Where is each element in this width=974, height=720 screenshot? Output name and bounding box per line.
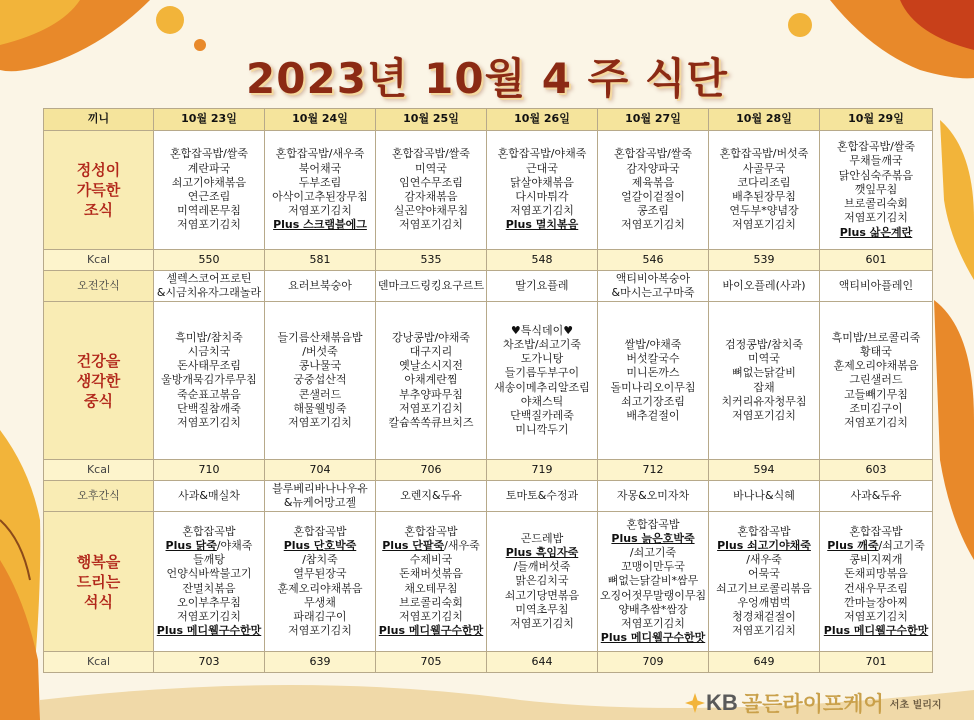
menu-item: 혼합잡곡밥/새우죽 (275, 147, 365, 161)
menu-item: 혼합잡곡밥/버섯죽 (719, 147, 809, 161)
snack-item: 덴마크드링킹요구르트 (377, 278, 485, 292)
breakfast-label (44, 131, 154, 250)
kcal-value: 550 (154, 250, 265, 271)
day-header: 10월 25일 (376, 109, 487, 131)
lunch-label (44, 302, 154, 460)
label-line: 드리는 (76, 572, 121, 591)
snack-item: 액티비아플레인 (838, 278, 914, 292)
plus-menu-item (598, 532, 708, 546)
menu-cell (709, 512, 820, 652)
menu-item: 저염포기김치 (177, 218, 241, 232)
snack-cell (820, 271, 933, 302)
menu-item: 도가니탕 (520, 352, 564, 366)
plus-label: Plus 쇠고기야채죽 (717, 538, 811, 552)
menu-item: 두부조림 (298, 175, 342, 189)
snack-item: &시금치유자그래놀라 (156, 286, 262, 299)
snack-cell (598, 271, 709, 302)
menu-item: 감자양파국 (626, 161, 680, 175)
day-header: 10월 23일 (154, 109, 265, 131)
snack-item: &뉴케어망고젤 (283, 496, 357, 509)
menu-cell (265, 131, 376, 250)
kcal-value: 535 (376, 250, 487, 271)
menu-item: 조미김구이 (849, 401, 903, 415)
kcal-value: 644 (487, 652, 598, 673)
snack-cell (154, 481, 265, 512)
plus-label: Plus 삶은계란 (839, 225, 913, 239)
menu-item: 돈채버섯볶음 (399, 567, 463, 581)
menu-item: 맑은김치국 (515, 574, 569, 588)
menu-item: 저염포기김치 (844, 609, 908, 623)
menu-item: 잔멸치볶음 (182, 581, 236, 595)
menu-item: 청경채겉절이 (732, 609, 796, 623)
menu-item: /쇠고기죽 (629, 545, 677, 559)
label-line: 정성이 (76, 161, 121, 179)
menu-item: 들깨탕 (193, 553, 225, 567)
brand-kb: KB (706, 690, 738, 715)
snack-cell (820, 481, 933, 512)
plus-label: Plus 닭죽 (165, 538, 217, 552)
menu-cell (598, 131, 709, 250)
plus-menu-item (376, 624, 486, 638)
menu-cell (598, 512, 709, 652)
menu-item: 채오테무침 (404, 581, 458, 595)
kcal-value: 710 (154, 460, 265, 481)
menu-item: 부추양파무침 (399, 387, 463, 401)
snack-cell (487, 271, 598, 302)
lunch-row (44, 302, 933, 460)
am-snack-row (44, 271, 933, 302)
menu-item: 쇠고기장조림 (621, 394, 685, 408)
plus-menu-item (265, 218, 375, 232)
menu-item: 흑미밥/브로콜리죽 (831, 330, 921, 344)
kcal-value: 712 (598, 460, 709, 481)
menu-item: 혼합잡곡밥 (182, 524, 236, 538)
snack-item: 요러브북숭아 (288, 278, 352, 292)
menu-item: 훈제오리야채볶음 (277, 581, 363, 595)
plus-label: Plus 흑임자죽 (505, 545, 579, 559)
plus-menu-item (598, 631, 708, 645)
menu-item: 해물웰빙죽 (293, 401, 347, 415)
menu-cell (820, 512, 933, 652)
breakfast-kcal-row (44, 250, 933, 271)
menu-item: 저염포기김치 (399, 401, 463, 415)
menu-item: 고들빼기무침 (844, 387, 908, 401)
kcal-value: 639 (265, 652, 376, 673)
kcal-value: 709 (598, 652, 709, 673)
menu-item: 북어채국 (298, 161, 342, 175)
label-line: 조식 (84, 201, 113, 219)
menu-cell (154, 302, 265, 460)
snack-item: 블루베리바나나우유 (272, 481, 368, 495)
kcal-value: 701 (820, 652, 933, 673)
menu-item: 계란파국 (187, 161, 231, 175)
snack-item: 바나나&식혜 (733, 488, 795, 502)
label-line: 중식 (84, 391, 113, 410)
menu-item: 대구지리 (409, 344, 453, 358)
plus-label: Plus 단팥죽 (382, 538, 445, 552)
star-icon (684, 692, 706, 714)
menu-item: 시금치국 (187, 344, 231, 358)
menu-item: 저염포기김치 (288, 416, 352, 429)
menu-item: 어묵국 (748, 567, 780, 581)
menu-item: 배추겉절이 (626, 408, 680, 422)
plus-menu-item (820, 624, 932, 638)
kcal-label: Kcal (44, 652, 154, 673)
kcal-value: 603 (820, 460, 933, 481)
plus-menu-item (709, 539, 819, 553)
menu-item: 연두부*양념장 (729, 204, 799, 218)
menu-item: 콩조림 (637, 204, 669, 218)
menu-item: 검정콩밥/참치죽 (724, 337, 804, 351)
menu-item: 훈제오리야채볶음 (833, 359, 919, 373)
header-row (44, 109, 933, 131)
menu-item: 쇠고기야채볶음 (171, 175, 247, 189)
breakfast-row (44, 131, 933, 250)
menu-item: 무채들깨국 (849, 154, 903, 168)
menu-item: 브로콜리숙회 (844, 197, 908, 211)
menu-item: 야채스틱 (520, 394, 564, 408)
menu-item: 저염포기김치 (177, 416, 241, 429)
menu-item: 미역국 (415, 161, 447, 175)
snack-item: 액티비아복숭아 (615, 271, 691, 285)
menu-item: 단백질참깨죽 (177, 401, 241, 415)
menu-item: 미역레몬무침 (177, 204, 241, 218)
menu-item: 저염포기김치 (288, 204, 352, 218)
menu-item: 콩비지찌개 (849, 553, 903, 567)
menu-item: 건새우무조림 (844, 581, 908, 595)
menu-item: 혼합잡곡밥 (293, 524, 347, 538)
snack-item: 오렌지&두유 (400, 488, 462, 502)
label-line: 석식 (84, 592, 113, 611)
snack-item: &마시는고구마죽 (611, 286, 695, 299)
plus-menu-item (154, 624, 264, 638)
menu-cell (487, 302, 598, 460)
menu-item: 아채계란찜 (404, 373, 458, 387)
snack-item: 토마토&수정과 (505, 488, 579, 502)
menu-item: /새우죽 (746, 553, 782, 567)
menu-item: 제육볶음 (631, 175, 675, 189)
day-header: 10월 29일 (820, 109, 933, 131)
menu-cell (487, 131, 598, 250)
menu-cell (154, 512, 265, 652)
brand-logo (684, 690, 942, 716)
menu-item: 곤드레밥 (520, 531, 564, 545)
menu-cell (820, 302, 933, 460)
snack-item: 딸기요플레 (515, 278, 569, 292)
menu-item: 울방개묵김가루무침 (161, 373, 257, 387)
kcal-value: 703 (154, 652, 265, 673)
plus-menu-item (487, 218, 597, 232)
menu-item: 미니깍두기 (515, 423, 569, 437)
menu-item: 미니돈까스 (626, 366, 680, 380)
dinner-row (44, 512, 933, 652)
menu-item: 오징어젓무말랭이무침 (599, 588, 707, 602)
menu-item: 아삭이고추된장무침 (272, 190, 368, 203)
lunch-kcal-row (44, 460, 933, 481)
menu-cell (709, 131, 820, 250)
snack-cell (709, 271, 820, 302)
am-snack-label: 오전간식 (44, 271, 154, 302)
menu-item: 저염포기김치 (510, 617, 574, 630)
menu-item: 열무된장국 (293, 567, 347, 581)
menu-cell (265, 302, 376, 460)
menu-item: 임연수무조림 (399, 175, 463, 189)
menu-item-rest: /쇠고기죽 (878, 538, 925, 552)
menu-item: 죽순표고볶음 (177, 387, 241, 401)
menu-item: 실곤약야채무침 (393, 204, 469, 218)
menu-item: 저염포기김치 (288, 624, 352, 638)
menu-item: 근대국 (526, 161, 558, 175)
menu-item: 저염포기김치 (732, 218, 796, 232)
menu-item: 연근조림 (187, 190, 231, 203)
kcal-value: 706 (376, 460, 487, 481)
menu-item: 새송이메추리알조림 (494, 380, 590, 394)
plus-label: Plus 메디웰구수한맛 (600, 631, 706, 645)
plus-menu-item (487, 546, 597, 560)
kcal-value: 539 (709, 250, 820, 271)
menu-item: 혼합잡곡밥/야채죽 (497, 147, 587, 161)
menu-item: 수제비국 (409, 553, 453, 567)
menu-item: 그린샐러드 (849, 373, 903, 387)
menu-cell (820, 131, 933, 250)
plus-menu-item (154, 539, 264, 553)
brand-sub: 서초 빌리지 (889, 699, 942, 711)
snack-item: 바이오플레(사과) (722, 278, 806, 292)
pm-snack-row (44, 481, 933, 512)
snack-cell (376, 481, 487, 512)
plus-menu-item (820, 226, 932, 240)
menu-item: 얼갈이겉절이 (621, 190, 685, 203)
menu-item: 혼합잡곡밥/쌀죽 (836, 140, 916, 154)
menu-item: 혼합잡곡밥/쌀죽 (391, 147, 471, 161)
menu-item: 쌀밥/야채죽 (624, 337, 682, 351)
menu-item: 저염포기김치 (399, 218, 463, 232)
menu-item: 흑미밥/참치죽 (175, 330, 243, 344)
menu-item: 잡채 (753, 380, 775, 394)
brand-name: 골든라이프케어 (741, 692, 884, 716)
menu-item: 깻잎무침 (854, 182, 898, 196)
menu-cell (154, 131, 265, 250)
menu-item: 배추된장무침 (732, 190, 796, 203)
menu-item: 들기름산채볶음밥 (277, 330, 363, 344)
snack-cell (265, 481, 376, 512)
menu-item: 뼈없는닭갈비*쌈무 (607, 574, 699, 588)
menu-item: 언양식바싹불고기 (166, 567, 252, 581)
plus-label: Plus 멸치볶음 (505, 218, 579, 232)
snack-cell (376, 271, 487, 302)
menu-item: 저염포기김치 (621, 617, 685, 630)
pm-snack-label: 오후간식 (44, 481, 154, 512)
kcal-label: Kcal (44, 460, 154, 481)
menu-item: 우엉깨범벅 (737, 595, 791, 609)
menu-item: /참치죽 (302, 553, 338, 567)
kcal-value: 594 (709, 460, 820, 481)
plus-label: Plus 메디웰구수한맛 (823, 624, 929, 638)
menu-item: 양배추쌈*쌈장 (618, 602, 688, 616)
day-header: 10월 24일 (265, 109, 376, 131)
menu-cell (487, 512, 598, 652)
kcal-value: 581 (265, 250, 376, 271)
menu-item: 혼합잡곡밥 (849, 524, 903, 538)
kcal-value: 548 (487, 250, 598, 271)
snack-cell (709, 481, 820, 512)
menu-item: 쇠고기브로콜리볶음 (716, 581, 812, 595)
snack-item: 자몽&오미자차 (616, 488, 690, 502)
menu-item: 혼합잡곡밥 (626, 517, 680, 531)
menu-item: 미역국 (748, 352, 780, 366)
plus-menu-item (820, 539, 932, 553)
kcal-value: 601 (820, 250, 933, 271)
kcal-value: 705 (376, 652, 487, 673)
menu-item: 깐마늘장아찌 (844, 595, 908, 609)
menu-item: 저염포기김치 (399, 609, 463, 623)
menu-item: 다시마튀각 (515, 190, 569, 203)
plus-menu-item (265, 539, 375, 553)
menu-item: 닭안심숙주볶음 (838, 168, 914, 182)
menu-item: 황태국 (860, 344, 892, 358)
menu-item: 혼합잡곡밥 (737, 524, 791, 538)
menu-item: 사골무국 (742, 161, 786, 175)
day-header: 10월 26일 (487, 109, 598, 131)
menu-item: /버섯죽 (302, 344, 338, 358)
menu-cell (709, 302, 820, 460)
menu-item: 무생채 (304, 595, 336, 609)
corner-header: 끼니 (44, 109, 154, 131)
label-line: 행복을 (76, 552, 121, 571)
kcal-label: Kcal (44, 250, 154, 271)
menu-item-rest: /야채죽 (216, 538, 253, 552)
kcal-value: 649 (709, 652, 820, 673)
plus-label: Plus 스크램블에그 (273, 218, 367, 232)
menu-cell (376, 131, 487, 250)
menu-item: 뼈없는닭갈비 (732, 366, 796, 380)
menu-item: 콩나물국 (298, 359, 342, 373)
menu-cell (265, 512, 376, 652)
snack-item: 사과&매실차 (178, 488, 240, 502)
menu-item: 차조밥/쇠고기죽 (502, 337, 582, 351)
menu-item: 쇠고기당면볶음 (504, 588, 580, 602)
kcal-value: 704 (265, 460, 376, 481)
menu-item: 닭살야채볶음 (510, 175, 574, 189)
menu-item: ♥특식데이♥ (510, 323, 574, 337)
menu-cell (376, 302, 487, 460)
kcal-value: 546 (598, 250, 709, 271)
page-title: 2023년 10월 4 주 식단 (246, 54, 728, 103)
menu-item: 감자채볶음 (404, 190, 458, 203)
plus-menu-item (376, 539, 486, 553)
menu-item: 들기름두부구이 (504, 366, 580, 380)
menu-item: 버섯칼국수 (626, 352, 680, 366)
menu-item: 혼합잡곡밥 (404, 524, 458, 538)
plus-label: Plus 메디웰구수한맛 (156, 624, 262, 638)
menu-cell (376, 512, 487, 652)
menu-item: 치커리유자청무침 (721, 394, 807, 408)
menu-item: 옛날소시지전 (399, 359, 463, 373)
menu-item: 저염포기김치 (844, 416, 908, 429)
plus-label: Plus 깨죽 (827, 538, 879, 552)
menu-item: 혼합잡곡밥/쌀죽 (169, 147, 249, 161)
menu-item: 저염포기김치 (732, 624, 796, 638)
snack-item: 셀렉스코어프로틴 (166, 271, 252, 285)
menu-item: 코다리조림 (737, 175, 791, 189)
label-line: 건강을 (76, 351, 121, 370)
menu-item: 오이부추무침 (177, 595, 241, 609)
snack-cell (487, 481, 598, 512)
snack-cell (598, 481, 709, 512)
menu-item: 콘샐러드 (298, 387, 342, 401)
menu-item: 궁중섭산적 (293, 373, 347, 387)
snack-cell (154, 271, 265, 302)
menu-item: 저염포기김치 (732, 408, 796, 422)
menu-item: 저염포기김치 (844, 211, 908, 225)
menu-item: 저염포기김치 (510, 204, 574, 218)
menu-item: 파래김구이 (293, 609, 347, 623)
menu-item: /들깨버섯죽 (513, 560, 571, 574)
menu-cell (598, 302, 709, 460)
menu-item: 저염포기김치 (177, 609, 241, 623)
menu-item: 브로콜리숙회 (399, 595, 463, 609)
menu-item: 미역초무침 (515, 602, 569, 616)
menu-item: 꼬맹이만두국 (621, 560, 685, 574)
label-line: 생각한 (76, 371, 121, 390)
menu-item: 돈사태무조림 (177, 359, 241, 373)
dinner-kcal-row (44, 652, 933, 673)
menu-item: 돈채피망볶음 (844, 567, 908, 581)
menu-item: 혼합잡곡밥/쌀죽 (613, 147, 693, 161)
menu-item: 칼슘쏙쏙큐브치즈 (388, 416, 474, 429)
plus-label: Plus 늙은호박죽 (611, 531, 695, 545)
menu-item: 저염포기김치 (621, 218, 685, 232)
label-line: 가득한 (76, 181, 121, 199)
menu-item: 강낭콩밥/야채죽 (391, 330, 471, 344)
menu-item-rest: /새우죽 (444, 538, 480, 552)
day-header: 10월 28일 (709, 109, 820, 131)
dinner-label (44, 512, 154, 652)
snack-item: 사과&두유 (850, 488, 902, 502)
kcal-value: 719 (487, 460, 598, 481)
snack-cell (265, 271, 376, 302)
day-header: 10월 27일 (598, 109, 709, 131)
menu-item: 돌미나리오이무침 (610, 380, 696, 394)
meal-plan-table (43, 108, 933, 673)
plus-label: Plus 메디웰구수한맛 (378, 624, 484, 638)
plus-label: Plus 단호박죽 (283, 538, 357, 552)
menu-item: 단백질카레죽 (510, 408, 574, 422)
